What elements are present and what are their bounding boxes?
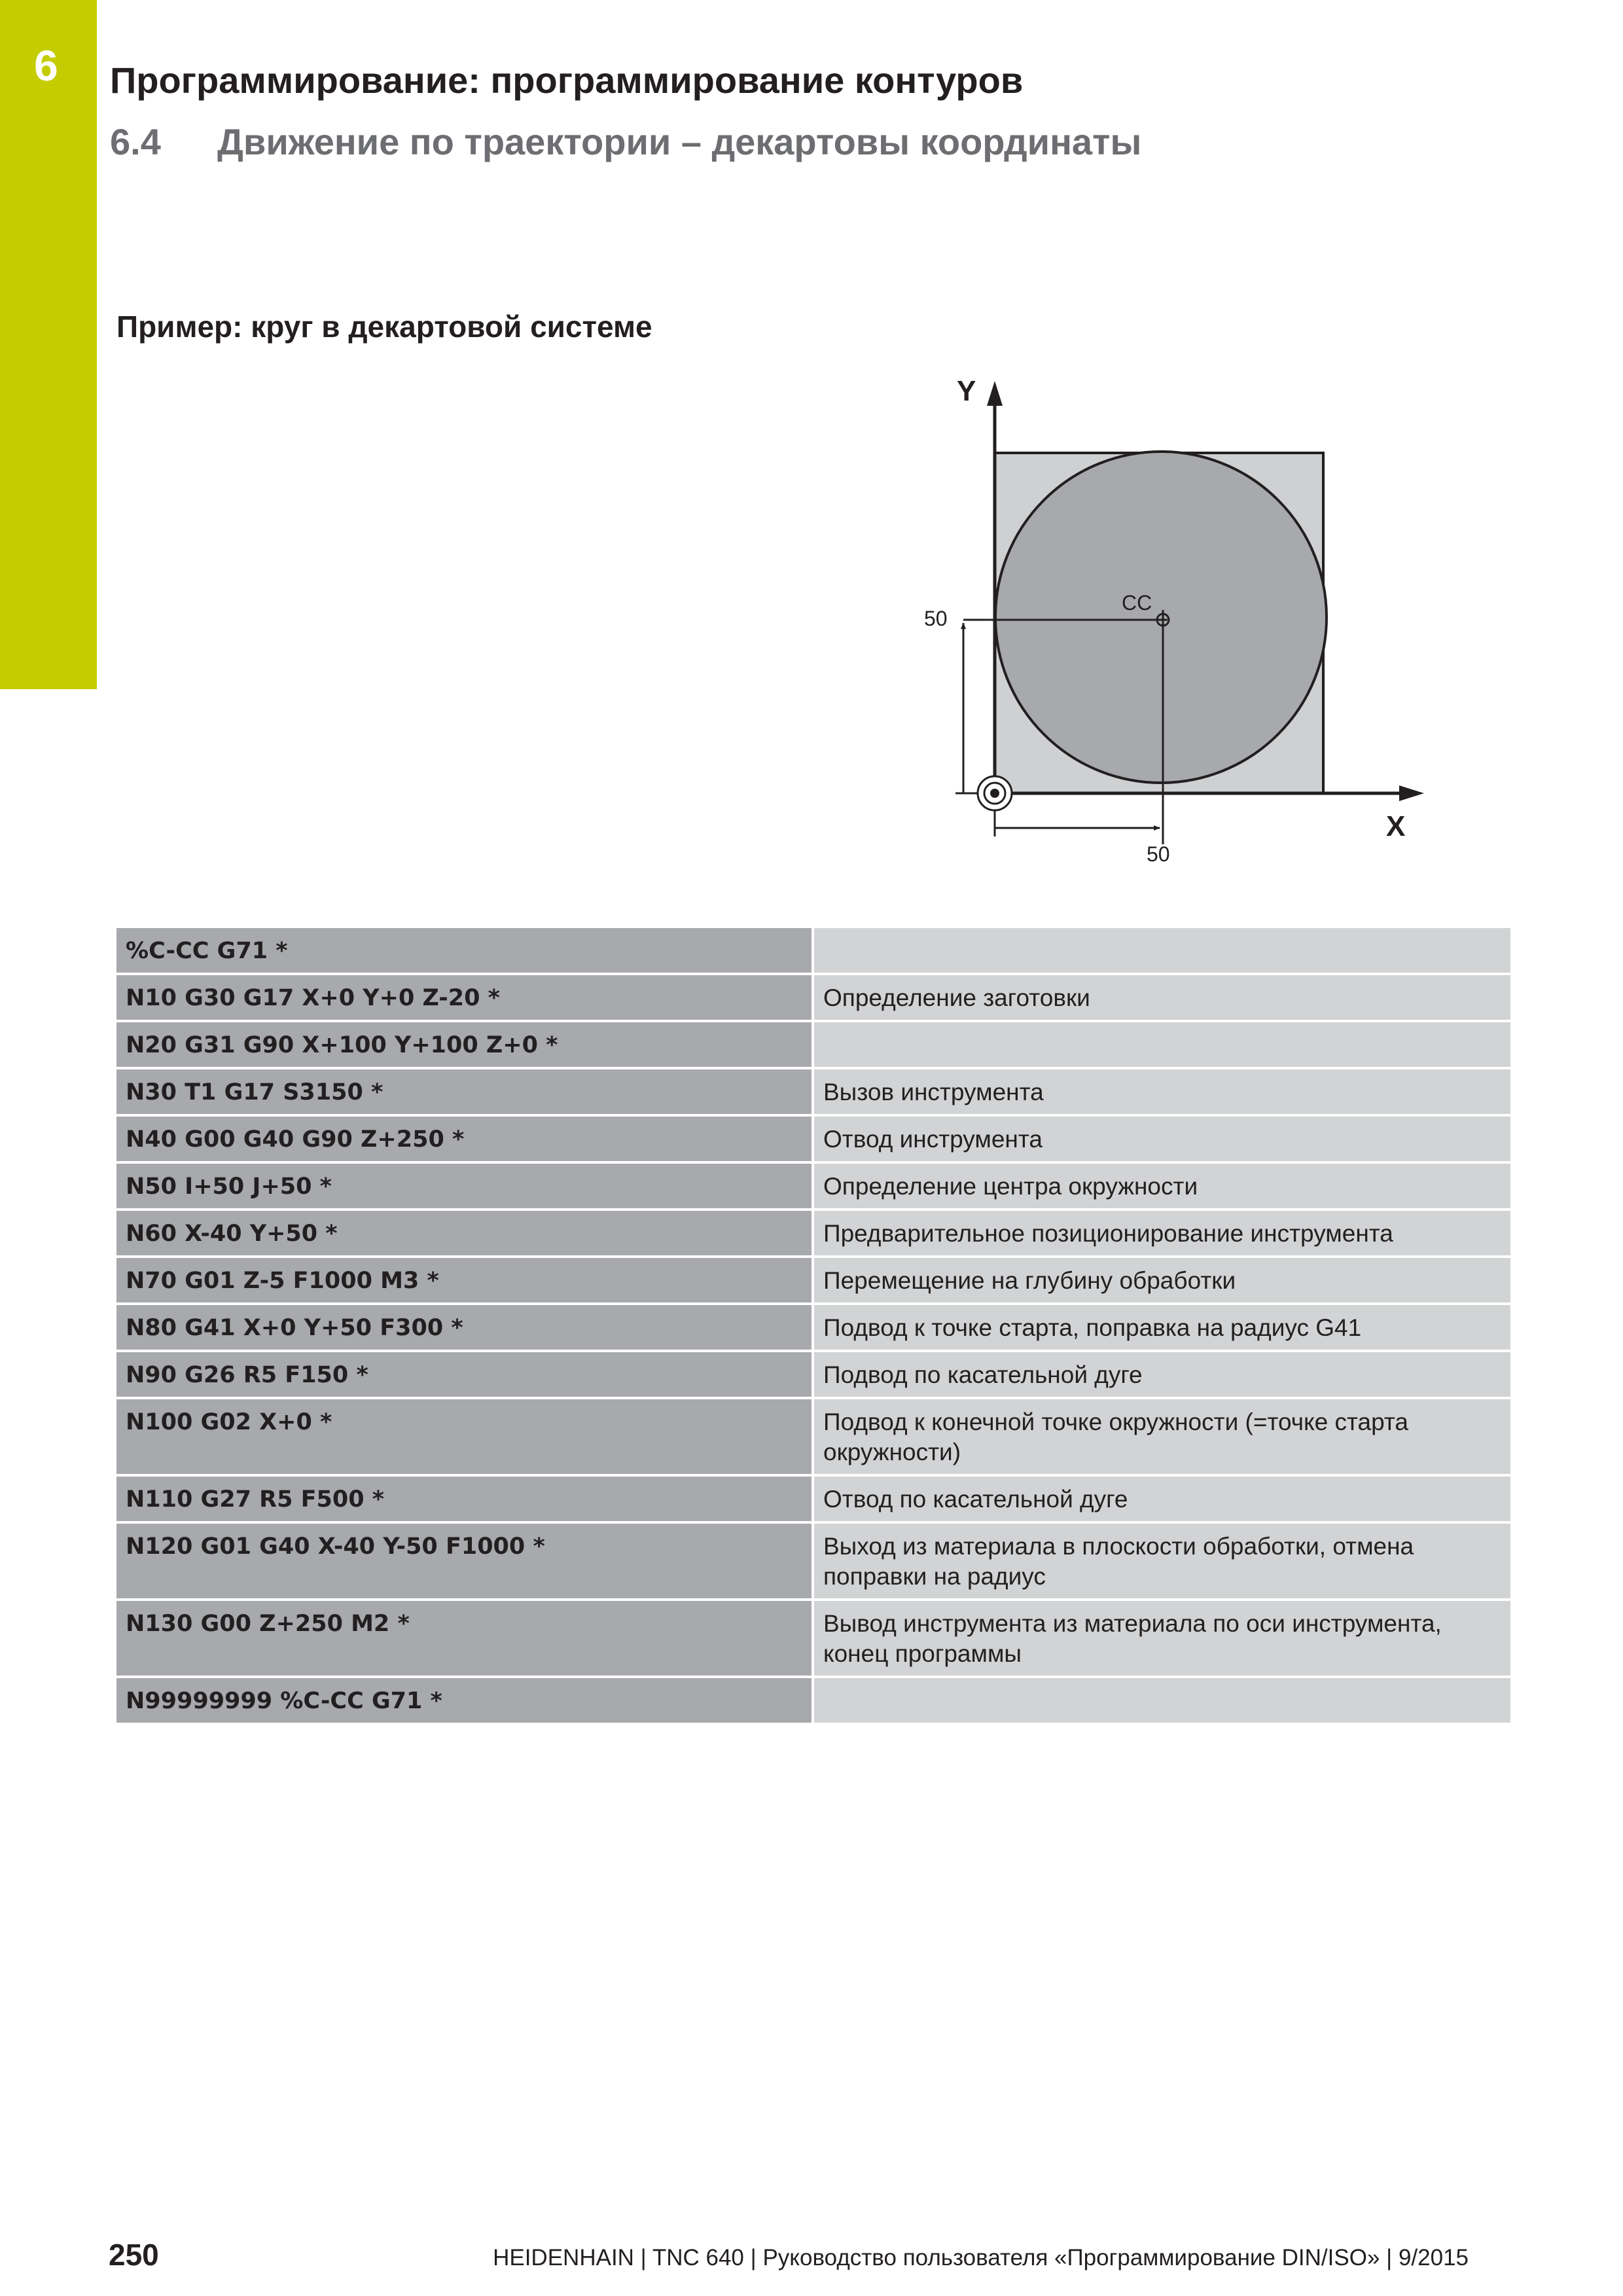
center-label: CC	[1122, 591, 1152, 615]
chapter-number: 6	[34, 41, 58, 90]
nc-block: N60 X-40 Y+50 *	[116, 1210, 813, 1257]
table-row	[116, 1210, 1510, 1257]
table-row	[116, 1677, 1510, 1724]
nc-comment: Вызов инструмента	[813, 1068, 1510, 1115]
nc-block: N90 G26 R5 F150 *	[116, 1351, 813, 1398]
nc-comment: Определение центра окружности	[813, 1162, 1510, 1210]
table-row	[116, 928, 1510, 974]
table-row	[116, 974, 1510, 1021]
x-axis-arrow	[1399, 785, 1424, 801]
section-heading	[110, 120, 1141, 163]
table-row	[116, 1115, 1510, 1162]
section-number: 6.4	[110, 121, 161, 162]
section-title: Движение по траектории – декартовы координаты	[217, 121, 1142, 162]
table-row	[116, 1257, 1510, 1304]
nc-comment: Подвод к конечной точке окружности (=точке старта окружности)	[813, 1398, 1510, 1475]
nc-comment: Отвод по касательной дуге	[813, 1475, 1510, 1522]
nc-block: N100 G02 X+0 *	[116, 1398, 813, 1475]
table-row	[116, 1068, 1510, 1115]
contour-circle	[995, 452, 1327, 783]
table-row	[116, 1475, 1510, 1522]
table-row	[116, 1021, 1510, 1068]
nc-block: N130 G00 Z+250 M2 *	[116, 1600, 813, 1677]
table-row	[116, 1600, 1510, 1677]
page-number: 250	[109, 2238, 159, 2272]
nc-block: N30 T1 G17 S3150 *	[116, 1068, 813, 1115]
nc-comment	[813, 1677, 1510, 1724]
y-dimension-label: 50	[924, 607, 948, 630]
nc-block: N99999999 %C-CC G71 *	[116, 1677, 813, 1724]
chapter-title: Программирование: программирование контуров	[110, 60, 1024, 101]
nc-comment: Подвод к точке старта, поправка на радиус G41	[813, 1304, 1510, 1351]
table-row	[116, 1304, 1510, 1351]
nc-comment: Вывод инструмента из материала по оси инструмента, конец программы	[813, 1600, 1510, 1677]
nc-comment: Перемещение на глубину обработки	[813, 1257, 1510, 1304]
nc-block: N110 G27 R5 F500 *	[116, 1475, 813, 1522]
table-row	[116, 1398, 1510, 1475]
table-row	[116, 1351, 1510, 1398]
nc-block: N50 I+50 J+50 *	[116, 1162, 813, 1210]
nc-block: N10 G30 G17 X+0 Y+0 Z-20 *	[116, 974, 813, 1021]
nc-block: %C-CC G71 *	[116, 928, 813, 974]
nc-comment	[813, 1021, 1510, 1068]
nc-comment: Определение заготовки	[813, 974, 1510, 1021]
nc-block: N40 G00 G40 G90 Z+250 *	[116, 1115, 813, 1162]
y-axis-label: Y	[957, 375, 976, 407]
nc-program-table	[116, 928, 1510, 1725]
nc-block: N70 G01 Z-5 F1000 M3 *	[116, 1257, 813, 1304]
nc-comment: Выход из материала в плоскости обработки, отмена поправки на радиус	[813, 1522, 1510, 1600]
x-axis-label: X	[1386, 810, 1406, 842]
table-row	[116, 1162, 1510, 1210]
chapter-side-tab	[0, 0, 97, 689]
circle-diagram	[903, 367, 1440, 877]
table-row	[116, 1522, 1510, 1600]
x-dimension-label: 50	[1147, 842, 1170, 866]
footer-text: HEIDENHAIN | TNC 640 | Руководство пользователя «Программирование DIN/ISO» | 9/2015	[493, 2245, 1469, 2270]
nc-block: N80 G41 X+0 Y+50 F300 *	[116, 1304, 813, 1351]
nc-comment	[813, 928, 1510, 974]
example-heading: Пример: круг в декартовой системе	[116, 310, 652, 344]
nc-comment: Отвод инструмента	[813, 1115, 1510, 1162]
nc-comment: Подвод по касательной дуге	[813, 1351, 1510, 1398]
nc-comment: Предварительное позиционирование инструмента	[813, 1210, 1510, 1257]
datum-dot	[990, 789, 999, 798]
y-axis-arrow	[987, 381, 1003, 406]
nc-block: N20 G31 G90 X+100 Y+100 Z+0 *	[116, 1021, 813, 1068]
nc-block: N120 G01 G40 X-40 Y-50 F1000 *	[116, 1522, 813, 1600]
